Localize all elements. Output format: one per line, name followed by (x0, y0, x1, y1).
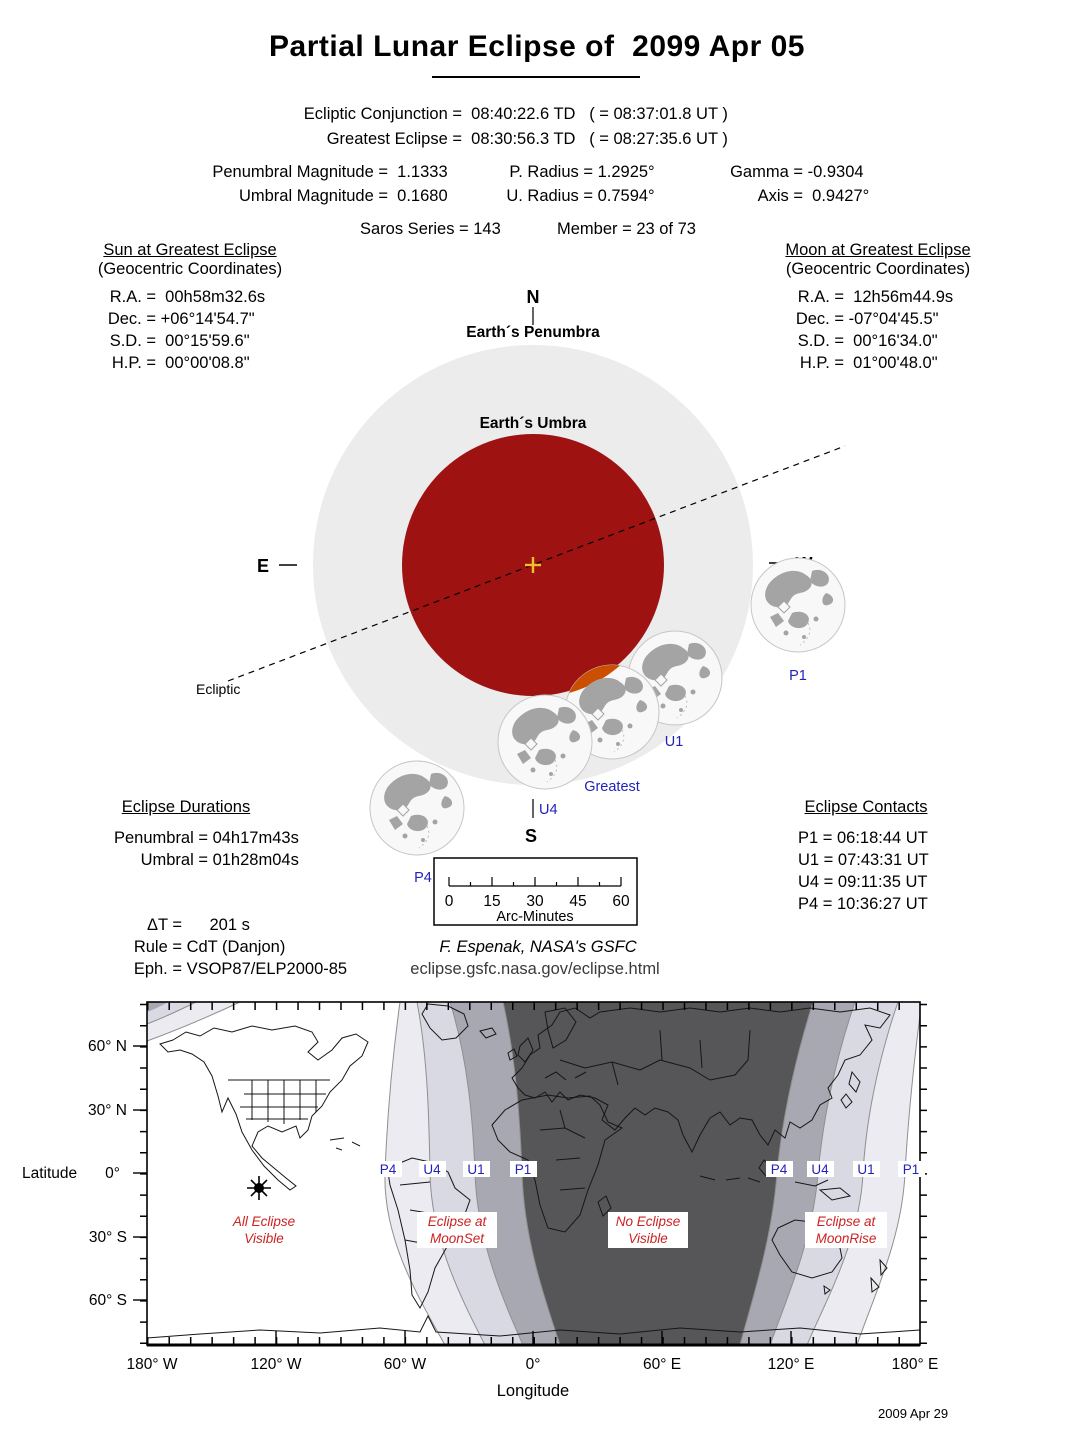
moon-ra-value: 12h56m44.9s (844, 288, 954, 306)
scalebar-tick-30: 30 (526, 893, 544, 910)
lat-tick-30s: 30° S (88, 1229, 127, 1246)
visibility-map (0, 985, 1082, 1446)
contact-label-p1: P1 (789, 668, 807, 684)
zone-all-visible-line1: All Eclipse (232, 1214, 296, 1229)
east-contour-u1: U1 (857, 1162, 875, 1177)
penumbra-label: Earth´s Penumbra (466, 324, 600, 341)
scalebar-tick-15: 15 (483, 893, 501, 910)
lat-tick-60n: 60° N (88, 1038, 127, 1055)
west-contour-u1: U1 (467, 1162, 485, 1177)
ecliptic-label: Ecliptic (196, 681, 241, 697)
moon-at-p4 (370, 761, 464, 855)
zone-moonset-line1: Eclipse at (427, 1214, 487, 1229)
u-radius-label: U. Radius = (506, 187, 593, 205)
moon-block-title: Moon at Greatest Eclipse (785, 241, 971, 259)
west-contour-p1: P1 (514, 1162, 532, 1177)
contacts-title: Eclipse Contacts (804, 798, 928, 816)
east-contour-p1: P1 (902, 1162, 920, 1177)
zone-moonset-line2: MoonSet (429, 1231, 485, 1246)
lon-tick-0: 0° (525, 1356, 541, 1373)
moon-hp-value: 01°00'48.0" (844, 354, 938, 372)
u-radius-row (480, 187, 655, 206)
lat-tick-0: 0° (105, 1165, 120, 1182)
magnitude-row-1 (140, 163, 448, 182)
sun-ra-label: R.A. = (109, 288, 156, 306)
footer-date: 2009 Apr 29 (878, 1406, 949, 1421)
moon-hp-label: H.P. = (799, 354, 844, 372)
moon-sd-label: S.D. = (797, 332, 844, 350)
contact-time-u1: U1 = 07:43:31 UT (798, 851, 929, 869)
lon-tick-180w: 180° W (126, 1356, 178, 1373)
umbra-label: Earth´s Umbra (479, 415, 587, 432)
contact-time-u4: U4 = 09:11:35 UT (798, 873, 928, 891)
zone-moonrise-line1: Eclipse at (816, 1214, 876, 1229)
zone-all-visible-line2: Visible (244, 1231, 284, 1246)
moon-block-subtitle: (Geocentric Coordinates) (785, 260, 971, 278)
axis-value: 0.9427° (803, 187, 870, 205)
greatest-eclipse-row (210, 130, 728, 149)
contact-label-u1: U1 (664, 734, 684, 750)
sun-sd-value: 00°15'59.6" (156, 332, 250, 350)
arcminute-scalebar (434, 858, 637, 925)
sun-hp-label: H.P. = (111, 354, 156, 372)
umbral-magnitude-value: 0.1680 (388, 187, 448, 205)
east-contour-p4: P4 (770, 1162, 788, 1177)
south-label: S (524, 826, 538, 846)
magnitude-row-2 (140, 187, 448, 206)
moon-at-p1 (751, 558, 845, 652)
ecliptic-conjunction-row (210, 105, 728, 124)
sun-block-title: Sun at Greatest Eclipse (103, 241, 277, 259)
zone-moonrise-line2: MoonRise (815, 1231, 877, 1246)
lat-tick-30n: 30° N (88, 1102, 127, 1119)
penumbral-duration-label: Penumbral = (113, 829, 208, 847)
east-label: E (256, 556, 270, 576)
lon-tick-120e: 120° E (767, 1356, 815, 1373)
rule-value: CdT (Danjon) (182, 938, 286, 956)
lat-axis-title: Latitude (22, 1165, 78, 1182)
gamma-row (700, 163, 864, 182)
greatest-eclipse-label: Greatest Eclipse = (326, 130, 462, 148)
axis-row (700, 187, 869, 206)
zone-no-eclipse-line1: No Eclipse (615, 1214, 681, 1229)
sun-block-subtitle: (Geocentric Coordinates) (97, 260, 283, 278)
title-underline (432, 76, 640, 78)
durations-title: Eclipse Durations (121, 798, 251, 816)
gamma-value: -0.9304 (803, 163, 864, 181)
contact-label-greatest: Greatest (584, 779, 640, 795)
ephemeris-value: VSOP87/ELP2000-85 (182, 960, 348, 978)
sun-hp-value: 00°00'08.8" (156, 354, 250, 372)
umbral-duration-row (108, 851, 299, 870)
umbral-duration-label: Umbral = (140, 851, 208, 869)
ecliptic-conjunction-label: Ecliptic Conjunction = (303, 105, 462, 123)
penumbral-magnitude-value: 1.1333 (388, 163, 448, 181)
rule-row (110, 938, 285, 957)
saros-member: Member = 23 of 73 (557, 220, 696, 238)
delta-t-row (110, 916, 250, 935)
greatest-eclipse-value: 08:30:56.3 TD ( = 08:27:35.6 UT ) (462, 130, 728, 148)
sun-dec-label: Dec. = (107, 310, 156, 328)
scalebar-tick-60: 60 (612, 893, 630, 910)
scalebar-tick-0: 0 (444, 893, 454, 910)
lon-tick-60w: 60° W (383, 1356, 427, 1373)
umbral-magnitude-label: Umbral Magnitude = (238, 187, 388, 205)
moon-at-u4 (498, 695, 592, 789)
east-contour-u4: U4 (811, 1162, 829, 1177)
penumbral-duration-value: 04h17m43s (208, 829, 299, 847)
sun-sd-label: S.D. = (109, 332, 156, 350)
moon-ra-label: R.A. = (797, 288, 844, 306)
gamma-label: Gamma = (730, 163, 803, 181)
moon-dec-label: Dec. = (795, 310, 844, 328)
credit-url: eclipse.gsfc.nasa.gov/eclipse.html (410, 960, 660, 978)
ephemeris-row (110, 960, 347, 979)
contact-label-p4: P4 (414, 870, 432, 886)
lon-tick-120w: 120° W (250, 1356, 302, 1373)
scalebar-tick-45: 45 (569, 893, 587, 910)
axis-label: Axis = (757, 187, 803, 205)
scalebar-units-label: Arc-Minutes (496, 909, 574, 925)
moon-sd-value: 00°16'34.0" (844, 332, 938, 350)
page-title: Partial Lunar Eclipse of 2099 Apr 05 (269, 30, 805, 63)
saros-series: Saros Series = 143 (360, 220, 501, 238)
north-label: N (526, 287, 540, 307)
lat-tick-60s: 60° S (88, 1292, 127, 1309)
west-contour-p4: P4 (379, 1162, 397, 1177)
contact-time-p4: P4 = 10:36:27 UT (798, 895, 928, 913)
west-contour-u4: U4 (423, 1162, 441, 1177)
lon-tick-180e: 180° E (891, 1356, 939, 1373)
lon-tick-60e: 60° E (642, 1356, 682, 1373)
rule-label: Rule = (133, 938, 182, 956)
delta-t-value: 201 s (182, 916, 250, 934)
p-radius-value: 1.2925° (593, 163, 655, 181)
sun-dec-value: +06°14'54.7" (156, 310, 255, 328)
u-radius-value: 0.7594° (593, 187, 655, 205)
lon-axis-title: Longitude (496, 1382, 570, 1400)
umbral-duration-value: 01h28m04s (208, 851, 299, 869)
ephemeris-label: Eph. = (133, 960, 182, 978)
penumbral-magnitude-label: Penumbral Magnitude = (212, 163, 388, 181)
ecliptic-conjunction-value: 08:40:22.6 TD ( = 08:37:01.8 UT ) (462, 105, 728, 123)
delta-t-label: ΔT = (146, 916, 182, 934)
contact-label-u4: U4 (539, 802, 558, 818)
p-radius-row (480, 163, 655, 182)
penumbral-duration-row (108, 829, 299, 848)
contact-time-p1: P1 = 06:18:44 UT (798, 829, 928, 847)
sun-ra-value: 00h58m32.6s (156, 288, 266, 306)
credit-author: F. Espenak, NASA's GSFC (439, 938, 637, 956)
moon-dec-value: -07°04'45.5" (844, 310, 939, 328)
p-radius-label: P. Radius = (509, 163, 593, 181)
zone-no-eclipse-line2: Visible (628, 1231, 668, 1246)
